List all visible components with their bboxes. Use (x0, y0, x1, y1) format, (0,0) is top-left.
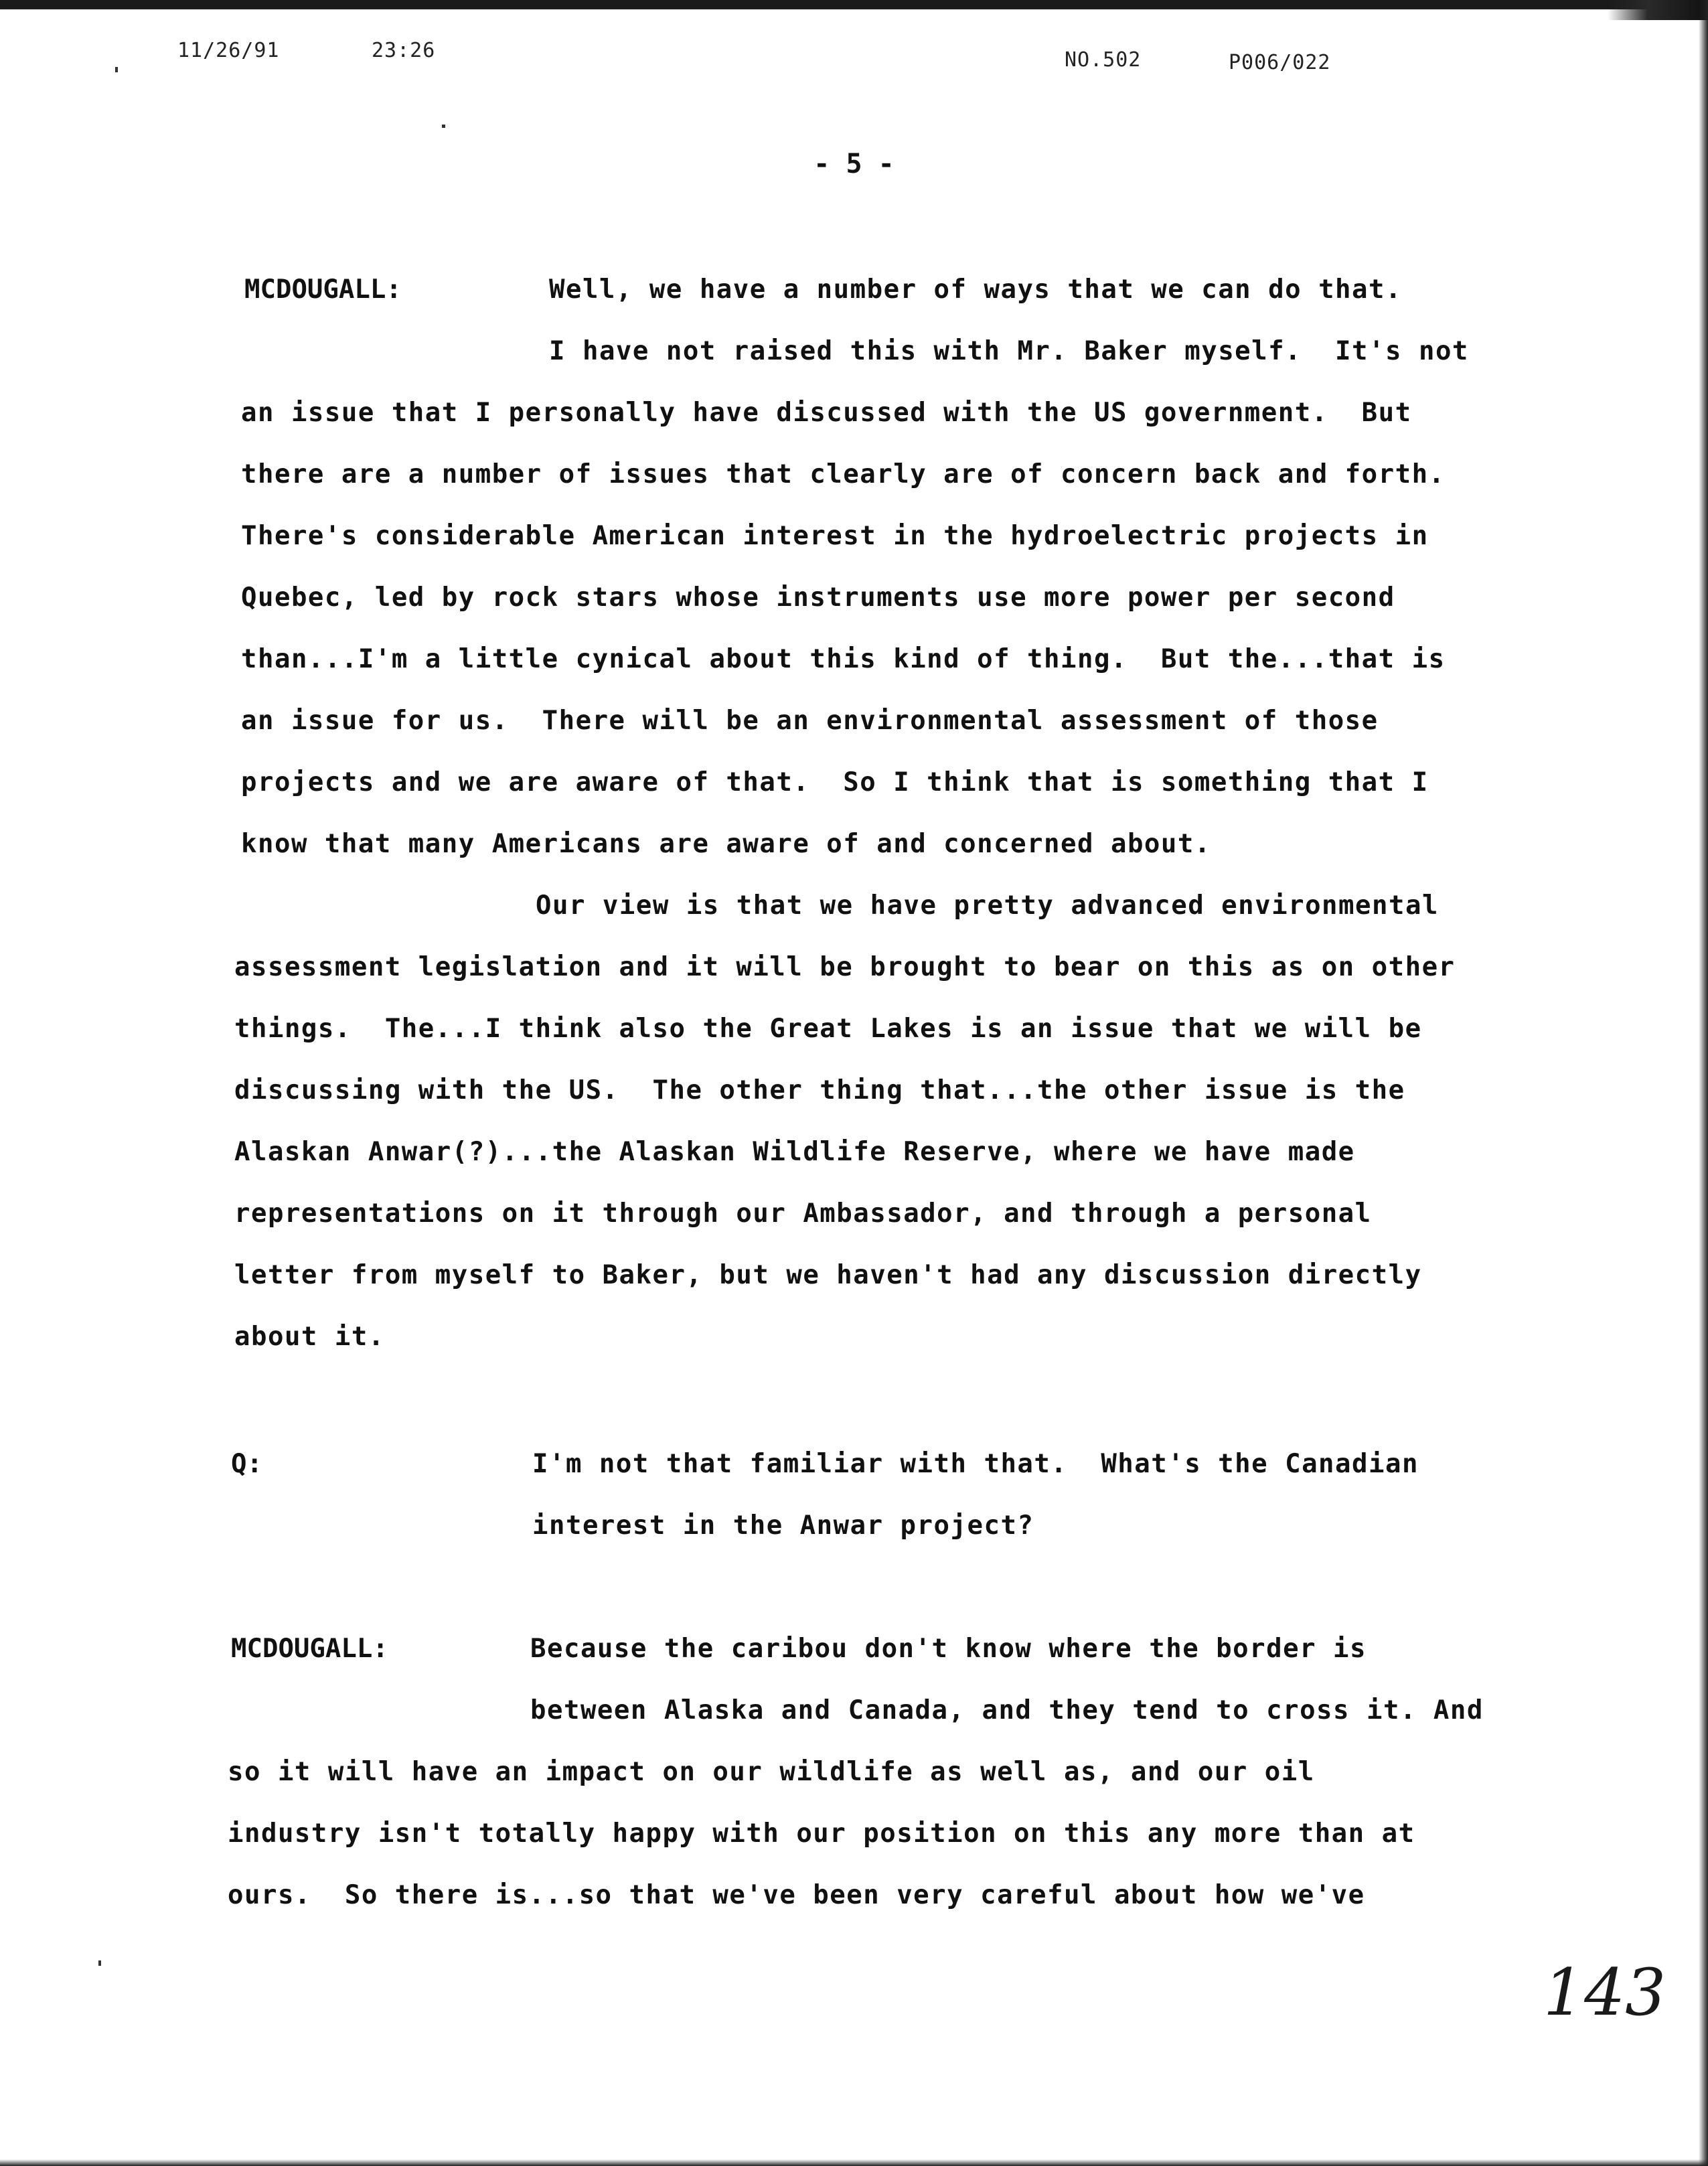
transcript-line: interest in the Anwar project? (532, 1511, 1034, 1541)
transcript-line: an issue that I personally have discussed with the US government. But (241, 398, 1412, 428)
speaker-label: MCDOUGALL: (244, 275, 402, 305)
speaker-label: Q: (231, 1449, 262, 1479)
transcript-line: letter from myself to Baker, but we haven't had any discussion directly (234, 1260, 1422, 1290)
transcript-line: projects and we are aware of that. So I think that is something that I (241, 767, 1429, 797)
transcript-line: I have not raised this with Mr. Baker myself. It's not (549, 336, 1469, 366)
transcript-line: Alaskan Anwar(?)...the Alaskan Wildlife Reserve, where we have made (234, 1137, 1355, 1167)
transcript-line: representations on it through our Ambassador, and through a personal (234, 1198, 1372, 1229)
scan-edge-bottom (0, 2159, 1708, 2166)
speaker-label: MCDOUGALL: (231, 1634, 388, 1664)
scan-artifact-corner (1608, 0, 1708, 20)
transcript-line: between Alaska and Canada, and they tend to cross it. And (530, 1695, 1484, 1725)
transcript-line: industry isn't totally happy with our position on this any more than at (228, 1819, 1415, 1849)
margin-mark (115, 67, 118, 72)
fax-date: 11/26/91 (177, 39, 280, 62)
fax-time: 23:26 (372, 39, 436, 62)
margin-mark (442, 125, 445, 128)
page-number: - 5 - (813, 149, 895, 179)
transcript-line: an issue for us. There will be an environmental assessment of those (241, 706, 1379, 736)
transcript-line: so it will have an impact on our wildlife as well as, and our oil (228, 1757, 1315, 1787)
transcript-line: than...I'm a little cynical about this kind of thing. But the...that is (241, 644, 1446, 674)
transcript-line: There's considerable American interest in the hydroelectric projects in (241, 521, 1429, 551)
transcript-line: discussing with the US. The other thing that...the other issue is the (234, 1075, 1405, 1105)
transcript-line: assessment legislation and it will be brought to bear on this as on other (234, 952, 1456, 982)
scan-edge-right (1699, 0, 1708, 2166)
scan-edge-top (0, 0, 1708, 9)
transcript-line: ours. So there is...so that we've been very careful about how we've (228, 1880, 1365, 1910)
transcript-line: I'm not that familiar with that. What's the Canadian (532, 1449, 1419, 1479)
transcript-line: Because the caribou don't know where the border is (530, 1634, 1367, 1664)
transcript-line: about it. (234, 1322, 385, 1352)
transcript-line: there are a number of issues that clearly are of concern back and forth. (241, 459, 1446, 489)
fax-number: NO.502 (1065, 48, 1142, 72)
handwritten-page-note: 143 (1543, 1955, 1666, 2030)
transcript-line: Well, we have a number of ways that we can do that. (549, 275, 1402, 305)
margin-mark (98, 1960, 101, 1966)
transcript-line: things. The...I think also the Great Lakes is an issue that we will be (234, 1014, 1422, 1044)
transcript-line: Quebec, led by rock stars whose instruments use more power per second (241, 583, 1395, 613)
transcript-line: know that many Americans are aware of and concerned about. (241, 829, 1211, 859)
fax-page-code: P006/022 (1229, 51, 1331, 74)
transcript-line: Our view is that we have pretty advanced environmental (536, 891, 1439, 921)
